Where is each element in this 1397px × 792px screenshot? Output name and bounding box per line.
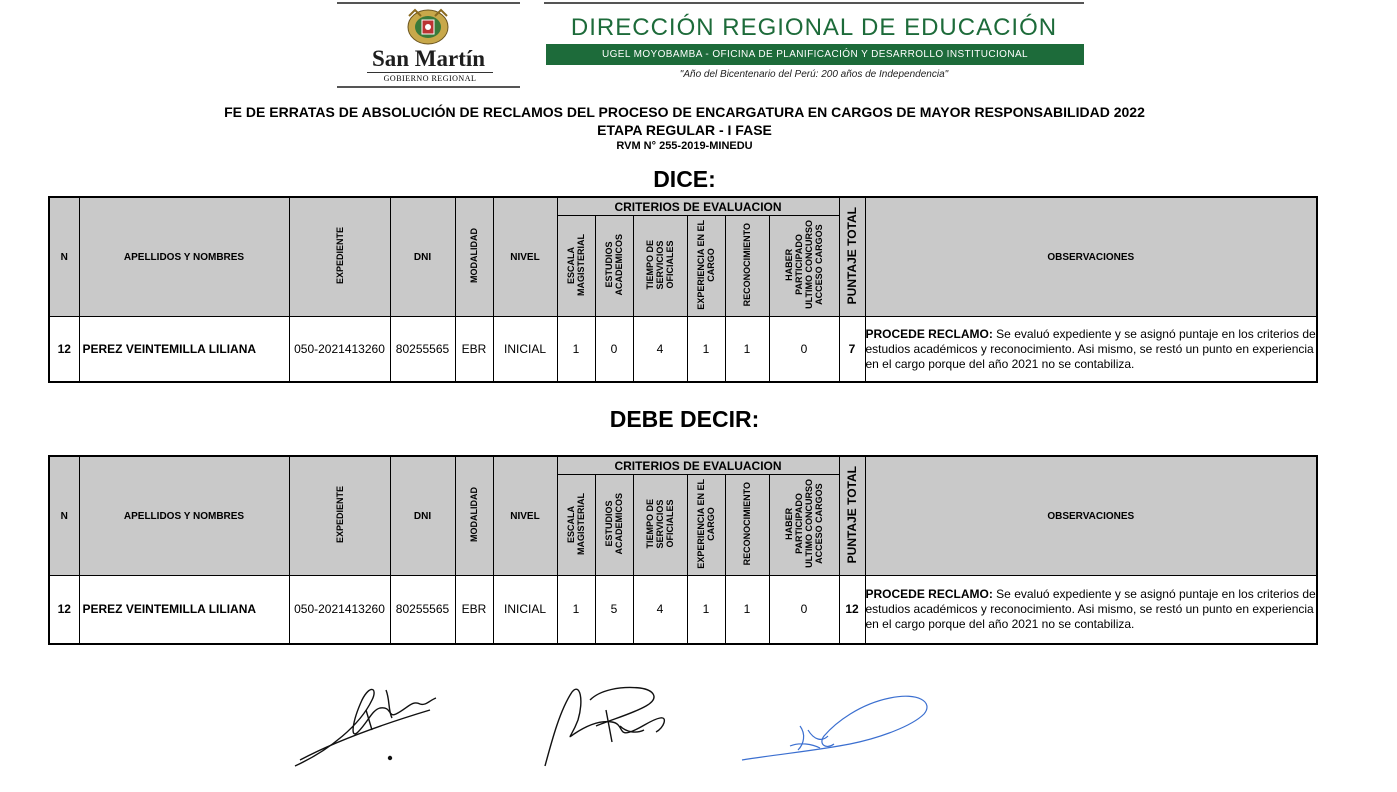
dice-table [48, 196, 1318, 383]
cell-puntaje: 12 [839, 576, 865, 644]
col-estudios: ESTUDIOS ACADEMICOS [595, 475, 633, 576]
cell-haber: 0 [769, 576, 839, 644]
cell-modalidad: EBR [455, 576, 493, 644]
obs-text: Se evaluó expediente y se asignó puntaje en los criterios de estudios académicos y reconocimiento. Asi mismo, se restó un punto en experiencia en el cargo porque del año 2021 no se contabiliza. [865, 326, 1316, 371]
cell-estudios: 0 [595, 317, 633, 383]
cell-escala: 1 [557, 576, 595, 644]
col-puntaje: PUNTAJE TOTAL [839, 197, 865, 317]
col-nivel: NIVEL [493, 456, 557, 576]
col-modalidad: MODALIDAD [455, 197, 493, 317]
col-dni: DNI [390, 456, 455, 576]
year-motto: "Año del Bicentenario del Perú: 200 años de Independencia" [679, 69, 949, 80]
cell-reconocimiento: 1 [725, 576, 769, 644]
cell-haber: 0 [769, 317, 839, 383]
cell-tiempo: 4 [633, 317, 687, 383]
signatures [0, 670, 1397, 780]
col-observaciones: OBSERVACIONES [865, 456, 1317, 576]
obs-text: Se evaluó expediente y se asignó puntaje en los criterios de estudios académicos y reconocimiento. Asi mismo, se restó un punto en experiencia en el cargo porque del año 2021 no se contabiliza. [865, 586, 1316, 631]
col-reconocimiento: RECONOCIMIENTO [725, 216, 769, 317]
brand-subtitle: GOBIERNO REGIONAL [367, 72, 493, 83]
table-row [49, 317, 1317, 383]
col-modalidad: MODALIDAD [455, 456, 493, 576]
col-name: APELLIDOS Y NOMBRES [79, 456, 289, 576]
col-haber: HABER PARTICIPADO ULTIMO CONCURSO ACCESO CARGOS [769, 216, 839, 317]
col-n: N [49, 197, 79, 317]
dre-title: DIRECCIÓN REGIONAL DE EDUCACIÓN [570, 14, 1058, 41]
col-expediente: EXPEDIENTE [289, 456, 390, 576]
ugel-bar: UGEL MOYOBAMBA - OFICINA DE PLANIFICACIÓN Y DESARROLLO INSTITUCIONAL [546, 44, 1084, 65]
document-header [0, 0, 1397, 100]
dice-header-row [49, 197, 1317, 216]
cell-observaciones [865, 317, 1317, 383]
cell-reconocimiento: 1 [725, 317, 769, 383]
cell-dni: 80255565 [390, 576, 455, 644]
cell-tiempo: 4 [633, 576, 687, 644]
col-haber: HABER PARTICIPADO ULTIMO CONCURSO ACCESO CARGOS [769, 475, 839, 576]
cell-nivel: INICIAL [493, 317, 557, 383]
dice-heading: DICE: [653, 166, 716, 192]
col-escala: ESCALA MAGISTERIAL [557, 475, 595, 576]
col-estudios: ESTUDIOS ACADEMICOS [595, 216, 633, 317]
cell-escala: 1 [557, 317, 595, 383]
col-expediente: EXPEDIENTE [289, 197, 390, 317]
col-observaciones: OBSERVACIONES [865, 197, 1317, 317]
cell-nivel: INICIAL [493, 576, 557, 644]
debe-decir-table [48, 455, 1318, 645]
col-puntaje: PUNTAJE TOTAL [839, 456, 865, 576]
cell-estudios: 5 [595, 576, 633, 644]
cell-name: PEREZ VEINTEMILLA LILIANA [79, 317, 289, 383]
cell-experiencia: 1 [687, 317, 725, 383]
col-experiencia: EXPERIENCIA EN EL CARGO [687, 475, 725, 576]
brand-name: San Martín [371, 46, 486, 71]
document-title: FE DE ERRATAS DE ABSOLUCIÓN DE RECLAMOS DEL PROCESO DE ENCARGATURA EN CARGOS DE MAYOR RESPONSABILIDAD 2022 [224, 104, 1145, 120]
col-nivel: NIVEL [493, 197, 557, 317]
regional-crest-icon [403, 8, 453, 46]
cell-name: PEREZ VEINTEMILLA LILIANA [79, 576, 289, 644]
document-subtitle: ETAPA REGULAR - I FASE [597, 122, 772, 138]
cell-dni: 80255565 [390, 317, 455, 383]
obs-status: PROCEDE RECLAMO: [865, 326, 993, 341]
cell-expediente: 050-2021413260 [289, 317, 390, 383]
debe-decir-heading: DEBE DECIR: [609, 406, 760, 432]
signature-3 [742, 696, 927, 760]
col-experiencia: EXPERIENCIA EN EL CARGO [687, 216, 725, 317]
cell-n: 12 [49, 317, 79, 383]
col-tiempo: TIEMPO DE SERVICIOS OFICIALES [633, 475, 687, 576]
gobierno-regional-logo [337, 2, 520, 86]
col-dni: DNI [390, 197, 455, 317]
cell-puntaje: 7 [839, 317, 865, 383]
col-tiempo: TIEMPO DE SERVICIOS OFICIALES [633, 216, 687, 317]
cell-n: 12 [49, 576, 79, 644]
col-criterios: CRITERIOS DE EVALUACION [557, 197, 839, 216]
col-criterios: CRITERIOS DE EVALUACION [557, 456, 839, 475]
signature-1 [295, 689, 436, 766]
col-escala: ESCALA MAGISTERIAL [557, 216, 595, 317]
dre-banner [544, 2, 1084, 86]
document-resolution: RVM N° 255-2019-MINEDU [616, 140, 753, 152]
debe-header-row [49, 456, 1317, 475]
signature-2 [545, 688, 664, 767]
cell-expediente: 050-2021413260 [289, 576, 390, 644]
col-name: APELLIDOS Y NOMBRES [79, 197, 289, 317]
obs-status: PROCEDE RECLAMO: [865, 586, 993, 601]
document-titles [0, 103, 1369, 153]
cell-modalidad: EBR [455, 317, 493, 383]
cell-experiencia: 1 [687, 576, 725, 644]
col-n: N [49, 456, 79, 576]
cell-observaciones [865, 576, 1317, 644]
table-row [49, 576, 1317, 644]
col-reconocimiento: RECONOCIMIENTO [725, 475, 769, 576]
